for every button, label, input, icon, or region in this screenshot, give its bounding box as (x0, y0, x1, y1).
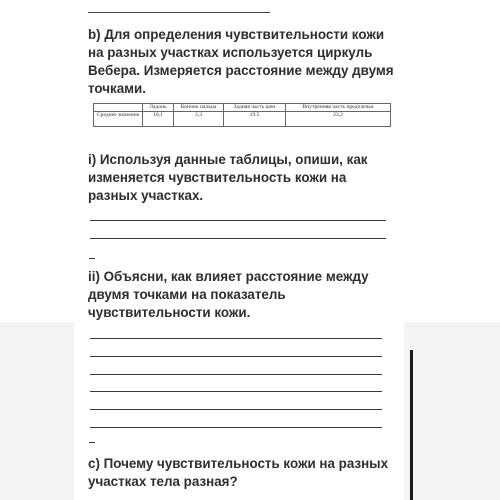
right-margin-shade (404, 322, 500, 500)
table-header-cell (94, 104, 143, 112)
question-i-text: i) Используя данные таблицы, опиши, как изменяется чувствительность кожи на разных участках. (88, 152, 368, 203)
answer-line[interactable] (90, 391, 382, 392)
table-row-label: Среднее значение (94, 112, 143, 127)
table-header-row (94, 104, 391, 112)
answer-line[interactable] (90, 427, 382, 428)
scrollbar[interactable] (410, 350, 413, 500)
answer-dash (89, 442, 95, 443)
left-margin-shade (0, 322, 74, 500)
table-cell: 19,5 (224, 112, 286, 127)
table-cell: 3,3 (174, 112, 224, 127)
answer-line[interactable] (90, 238, 386, 239)
question-ii-text: ii) Объясни, как влияет расстояние между двумя точками на показатель чувствительности кожи. (88, 269, 369, 320)
answer-line[interactable] (90, 374, 382, 375)
answer-line[interactable] (90, 409, 382, 410)
table-cell: 23,2 (286, 112, 391, 127)
sensitivity-table (93, 103, 391, 127)
answer-line[interactable] (90, 338, 382, 339)
question-c-text: c) Почему чувствительность кожи на разных участках тела разная? (88, 456, 389, 489)
question-b-text: b) Для определения чувствительности кожи на разных участках используется циркуль Вебера. Измеряется расстояние между двумя точками. (88, 27, 394, 96)
table-header-cell: Внутренняя часть предплечья (286, 104, 391, 112)
table-header-cell: Задняя часть шеи (224, 104, 286, 112)
answer-dash (89, 258, 95, 259)
answer-line[interactable] (90, 220, 386, 221)
answer-line[interactable] (90, 356, 382, 357)
table-header-cell: Кончик пальца (174, 104, 224, 112)
table-header-cell: Ладонь (143, 104, 174, 112)
table-row (94, 112, 391, 127)
previous-answer-line (88, 12, 270, 13)
table-cell: 10,1 (143, 112, 174, 127)
